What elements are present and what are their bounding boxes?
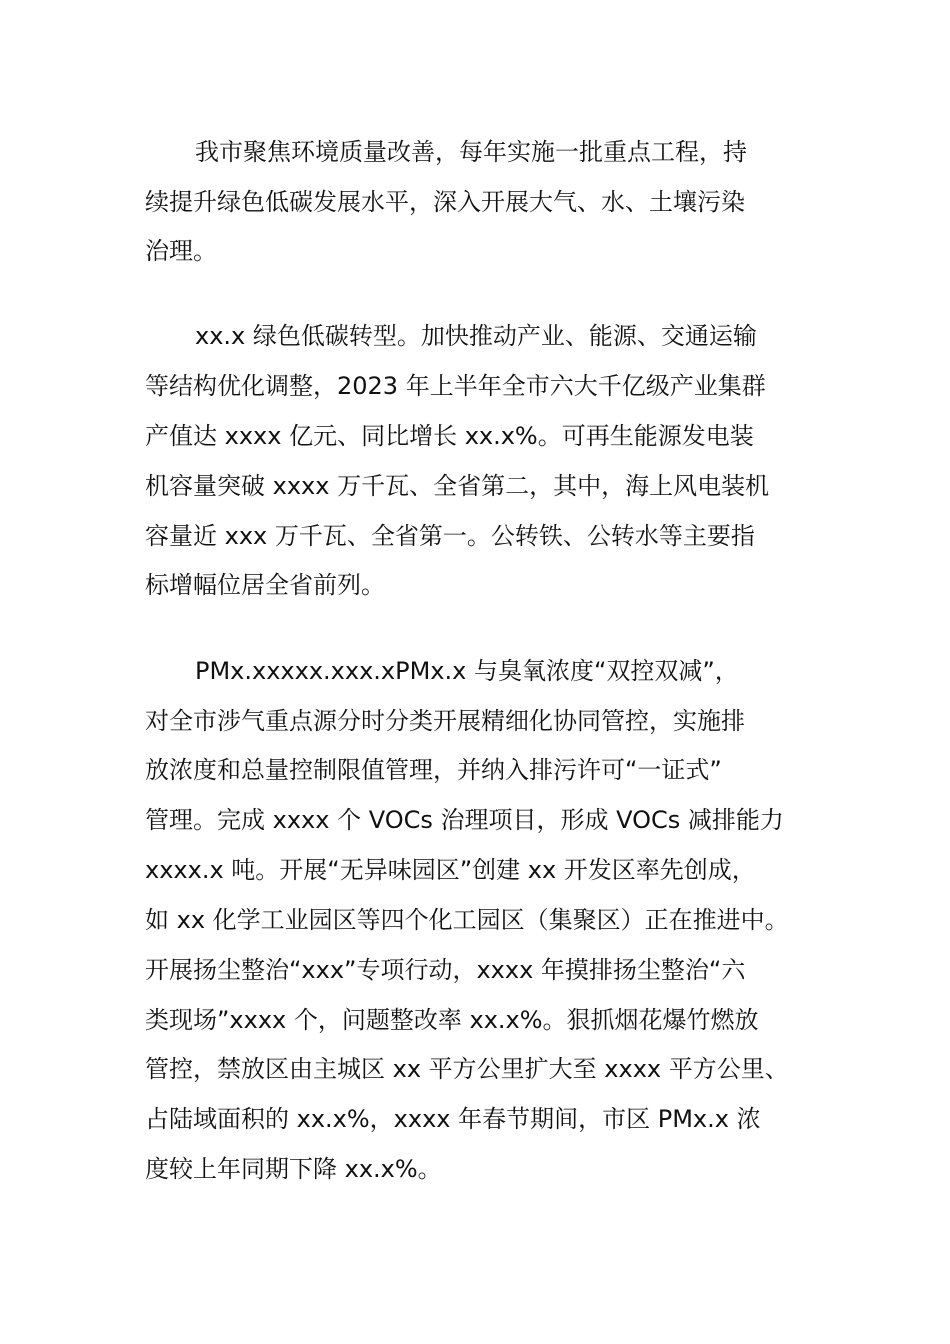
paragraph-3-line-10: 占陆域面积的 xx.x%，xxxx 年春节期间，市区 PMx.x 浓 xyxy=(145,1105,761,1133)
paragraph-1-line-3: 治理。 xyxy=(145,237,217,265)
paragraph-3-line-5: xxxx.x 吨。开展“无异味园区”创建 xx 开发区率先创成， xyxy=(145,856,756,884)
paragraph-3-line-6: 如 xx 化学工业园区等四个化工园区（集聚区）正在推进中。 xyxy=(145,906,789,934)
paragraph-2-line-3: 产值达 xxxx 亿元、同比增长 xx.x%。可再生能源发电装 xyxy=(145,422,754,450)
paragraph-1-line-2: 续提升绿色低碳发展水平，深入开展大气、水、土壤污染 xyxy=(145,188,745,216)
paragraph-3-line-2: 对全市涉气重点源分时分类开展精细化协同管控，实施排 xyxy=(145,707,745,735)
paragraph-1-line-1: 我市聚焦环境质量改善，每年实施一批重点工程，持 xyxy=(195,138,747,166)
paragraph-3-line-11: 度较上年同期下降 xx.x%。 xyxy=(145,1155,442,1183)
paragraph-2-line-2: 等结构优化调整，2023 年上半年全市六大千亿级产业集群 xyxy=(145,372,766,400)
paragraph-3-line-7: 开展扬尘整治“xxx”专项行动，xxxx 年摸排扬尘整治“六 xyxy=(145,956,746,984)
paragraph-3-line-1: PMx.xxxxx.xxx.xPMx.x 与臭氧浓度“双控双减”， xyxy=(195,657,739,685)
paragraph-2-line-1: xx.x 绿色低碳转型。加快推动产业、能源、交通运输 xyxy=(195,322,757,350)
paragraph-3-line-9: 管控，禁放区由主城区 xx 平方公里扩大至 xxxx 平方公里、 xyxy=(145,1055,789,1083)
paragraph-2-line-4: 机容量突破 xxxx 万千瓦、全省第二，其中，海上风电装机 xyxy=(145,472,770,500)
paragraph-3-line-8: 类现场”xxxx 个，问题整改率 xx.x%。狠抓烟花爆竹燃放 xyxy=(145,1006,759,1034)
paragraph-3-line-3: 放浓度和总量控制限值管理，并纳入排污许可“一证式” xyxy=(145,756,722,784)
paragraph-2-line-5: 容量近 xxx 万千瓦、全省第一。公转铁、公转水等主要指 xyxy=(145,522,755,550)
paragraph-2-line-6: 标增幅位居全省前列。 xyxy=(145,571,385,599)
paragraph-3-line-4: 管理。完成 xxxx 个 VOCs 治理项目，形成 VOCs 减排能力 xyxy=(145,806,784,834)
